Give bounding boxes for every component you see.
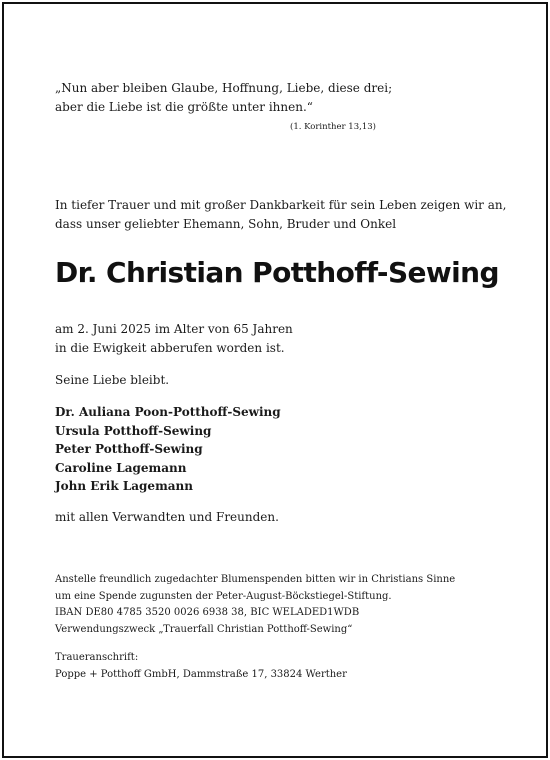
quote-source: (1. Korinther 13,13) xyxy=(290,122,376,132)
family-text: mit allen Verwandten und Freunden. xyxy=(55,510,279,524)
quote-line-1: „Nun aber bleiben Glaube, Hoffnung, Liebe, diese drei; xyxy=(55,81,393,95)
love-text: Seine Liebe bleibt. xyxy=(55,373,170,387)
intro-line-1: In tiefer Trauer und mit großer Dankbarkeit für sein Leben zeigen wir an, xyxy=(55,198,507,212)
donation-reference: Verwendungszweck „Trauerfall Christian Potthoff-Sewing“ xyxy=(55,623,353,635)
mourner-name: John Erik Lagemann xyxy=(55,479,193,493)
intro-text xyxy=(55,196,506,234)
quote-line-2: aber die Liebe ist die größte unter ihnen.“ xyxy=(55,100,313,114)
intro-line-2: dass unser geliebter Ehemann, Sohn, Bruder und Onkel xyxy=(55,217,397,231)
donation-request xyxy=(55,572,455,638)
donation-line-2: um eine Spende zugunsten der Peter-August-Böckstiegel-Stiftung. xyxy=(55,590,392,602)
address-label: Traueranschrift: xyxy=(55,652,139,663)
bible-quote xyxy=(55,79,392,117)
donation-line-1: Anstelle freundlich zugedachter Blumenspenden bitten wir in Christians Sinne xyxy=(55,574,456,585)
mourner-name: Caroline Lagemann xyxy=(55,460,187,475)
mourner-name: Dr. Auliana Poon-Potthoff-Sewing xyxy=(55,405,281,419)
mourner-name: Peter Potthoff-Sewing xyxy=(55,442,203,456)
mourning-address xyxy=(55,650,347,683)
mourner-name: Ursula Potthoff-Sewing xyxy=(55,423,212,438)
passing-line-2: in die Ewigkeit abberufen worden ist. xyxy=(55,341,285,355)
donation-bank-details: IBAN DE80 4785 3520 0026 6938 38, BIC WELADED1WDB xyxy=(55,607,360,618)
deceased-name: Dr. Christian Potthoff-Sewing xyxy=(55,256,499,289)
mourners-list xyxy=(55,403,281,496)
address-value: Poppe + Potthoff GmbH, Dammstraße 17, 33824 Werther xyxy=(55,668,347,680)
passing-line-1: am 2. Juni 2025 im Alter von 65 Jahren xyxy=(55,322,293,336)
passing-text xyxy=(55,320,293,358)
